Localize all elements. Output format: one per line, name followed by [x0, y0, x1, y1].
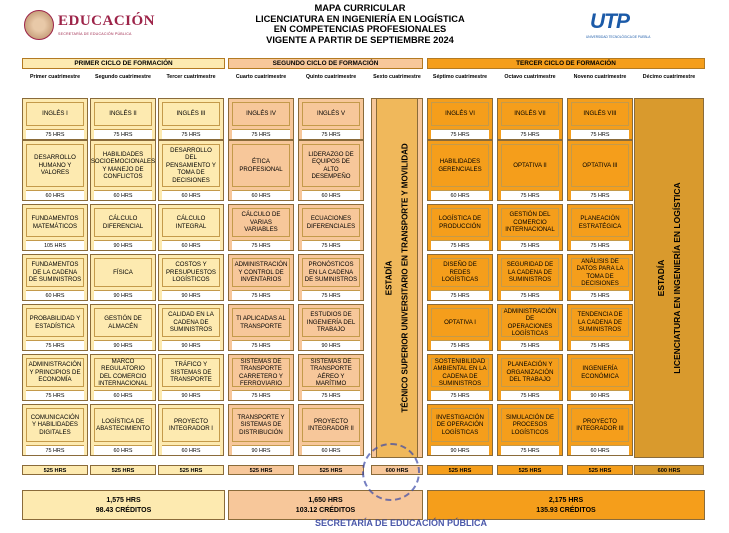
subject-name: TI APLICADAS AL TRANSPORTE [232, 308, 290, 337]
subject-name: INGLÉS III [162, 102, 220, 126]
subject-hours: 75 HRS [26, 390, 84, 400]
quarter-total-hours: 525 HRS [22, 465, 88, 475]
subject-hours: 60 HRS [232, 190, 290, 200]
subject-cell [427, 140, 493, 201]
subject-cell [497, 204, 563, 251]
subject-cell [298, 354, 364, 401]
subject-hours: 75 HRS [26, 340, 84, 350]
subject-cell [567, 98, 633, 140]
subject-cell [497, 254, 563, 301]
subject-name: OPTATIVA III [571, 144, 629, 187]
sep-logo [24, 10, 174, 40]
cycle-banner-third: TERCER CICLO DE FORMACIÓN [427, 58, 705, 69]
subject-hours: 90 HRS [94, 240, 152, 250]
subject-hours: 75 HRS [431, 290, 489, 300]
subject-name: TRANSPORTE Y SISTEMAS DE DISTRIBUCIÓN [232, 408, 290, 442]
estadia-sexto [371, 98, 423, 458]
subject-name: MARCO REGULATORIO DEL COMERCIO INTERNACIONAL [94, 358, 152, 387]
subject-hours: 75 HRS [571, 190, 629, 200]
subject-cell [158, 140, 224, 201]
subject-name: ADMINISTRACIÓN DE OPERACIONES LOGÍSTICAS [501, 308, 559, 337]
subject-cell [158, 98, 224, 140]
subject-name: CÁLCULO DIFERENCIAL [94, 208, 152, 237]
subject-name: INGLÉS VII [501, 102, 559, 126]
subject-cell [427, 254, 493, 301]
subject-name: INGLÉS II [94, 102, 152, 126]
cycle-summary-first [22, 490, 225, 520]
estadia-sexto-label: ESTADÍA [384, 260, 394, 296]
subject-hours: 60 HRS [94, 445, 152, 455]
subject-hours: 75 HRS [571, 290, 629, 300]
subject-hours: 90 HRS [571, 390, 629, 400]
subject-cell [90, 98, 156, 140]
subject-cell [22, 254, 88, 301]
subject-cell [427, 354, 493, 401]
subject-cell [228, 204, 294, 251]
subject-hours: 90 HRS [232, 445, 290, 455]
subject-cell [427, 204, 493, 251]
subject-name: TENDENCIA DE LA CADENA DE SUMINISTROS [571, 308, 629, 337]
subject-hours: 105 HRS [26, 240, 84, 250]
subject-name: ADMINISTRACIÓN Y CONTROL DE INVENTARIOS [232, 258, 290, 287]
subject-cell [497, 404, 563, 456]
subject-cell [90, 354, 156, 401]
subject-name: HABILIDADES SOCIOEMOCIONALES Y MANEJO DE CONFLICTOS [94, 144, 152, 187]
logo-subtext: SECRETARÍA DE EDUCACIÓN PÚBLICA [58, 32, 132, 36]
national-seal-icon [24, 10, 54, 40]
subject-name: OPTATIVA I [431, 308, 489, 337]
subject-name: INGLÉS I [26, 102, 84, 126]
subject-hours: 75 HRS [571, 240, 629, 250]
quarter-label: Décimo cuatrimestre [642, 74, 696, 80]
title-line: MAPA CURRICULAR [314, 3, 406, 13]
subject-cell [158, 304, 224, 351]
subject-hours: 75 HRS [26, 129, 84, 139]
subject-cell [567, 404, 633, 456]
cycle-hours: 2,175 HRS [548, 497, 584, 504]
subject-name: ECUACIONES DIFERENCIALES [302, 208, 360, 237]
subject-cell [427, 98, 493, 140]
subject-cell [228, 354, 294, 401]
subject-name: SISTEMAS DE TRANSPORTE AÉREO Y MARÍTIMO [302, 358, 360, 387]
subject-cell [567, 304, 633, 351]
subject-hours: 90 HRS [302, 340, 360, 350]
subject-hours: 90 HRS [431, 445, 489, 455]
subject-name: PROBABILIDAD Y ESTADÍSTICA [26, 308, 84, 337]
subject-hours: 75 HRS [26, 445, 84, 455]
subject-name: INGLÉS IV [232, 102, 290, 126]
cycle-hours: 1,575 HRS [106, 497, 141, 504]
subject-name: PROYECTO INTEGRADOR I [162, 408, 220, 442]
subject-hours: 60 HRS [26, 190, 84, 200]
subject-hours: 60 HRS [302, 445, 360, 455]
subject-hours: 75 HRS [302, 390, 360, 400]
subject-name: PROYECTO INTEGRADOR III [571, 408, 629, 442]
cycle-credits: 103.12 CRÉDITOS [295, 507, 356, 514]
subject-hours: 60 HRS [162, 445, 220, 455]
subject-cell [22, 354, 88, 401]
subject-hours: 75 HRS [501, 129, 559, 139]
subject-cell [22, 404, 88, 456]
document-title [225, 3, 495, 45]
subject-hours: 75 HRS [232, 240, 290, 250]
subject-name: ÉTICA PROFESIONAL [232, 144, 290, 187]
cycle-summary-third [427, 490, 705, 520]
quarter-total-hours: 525 HRS [298, 465, 364, 475]
subject-cell [228, 140, 294, 201]
quarter-label: Primer cuatrimestre [29, 74, 81, 80]
subject-name: INGLÉS V [302, 102, 360, 126]
stamp-text: SECRETARÍA DE EDUCACIÓN PÚBLICA [315, 518, 488, 528]
subject-hours: 75 HRS [501, 290, 559, 300]
title-line: VIGENTE A PARTIR DE SEPTIEMBRE 2024 [266, 34, 454, 45]
subject-name: INGLÉS VI [431, 102, 489, 126]
subject-hours: 75 HRS [431, 390, 489, 400]
subject-cell [427, 404, 493, 456]
subject-name: FUNDAMENTOS DE LA CADENA DE SUMINISTROS [26, 258, 84, 287]
subject-hours: 75 HRS [501, 445, 559, 455]
subject-hours: 75 HRS [232, 290, 290, 300]
subject-name: ESTUDIOS DE INGENIERÍA DEL TRABAJO [302, 308, 360, 337]
subject-cell [497, 140, 563, 201]
cycle-credits: 135.93 CRÉDITOS [536, 507, 596, 514]
subject-name: SISTEMAS DE TRANSPORTE CARRETERO Y FERROVIARIO [232, 358, 290, 387]
utp-logo-text: UTP [590, 10, 629, 33]
estadia-sexto-program: TÉCNICO SUPERIOR UNIVERSITARIO EN TRANSPORTE Y MOVILIDAD [400, 143, 410, 413]
subject-cell [22, 140, 88, 201]
subject-cell [298, 404, 364, 456]
subject-name: PROYECTO INTEGRADOR II [302, 408, 360, 442]
subject-hours: 75 HRS [302, 240, 360, 250]
quarter-label: Sexto cuatrimestre [373, 74, 421, 80]
cycle-banner-second: SEGUNDO CICLO DE FORMACIÓN [228, 58, 423, 69]
subject-name: DESARROLLO DEL PENSAMIENTO Y TOMA DE DECISIONES [162, 144, 220, 187]
subject-cell [158, 254, 224, 301]
quarter-label: Octavo cuatrimestre [504, 74, 556, 80]
subject-cell [497, 354, 563, 401]
quarter-total-hours: 600 HRS [371, 465, 423, 475]
estadia-decimo-program: LICENCIATURA EN INGENIERÍA EN LOGÍSTICA [672, 182, 682, 374]
subject-cell [90, 304, 156, 351]
cycle-credits: 98.43 CRÉDITOS [95, 507, 152, 514]
subject-hours: 75 HRS [302, 290, 360, 300]
subject-cell [567, 354, 633, 401]
subject-name: DISEÑO DE REDES LOGÍSTICAS [431, 258, 489, 287]
quarter-total-hours: 600 HRS [634, 465, 704, 475]
subject-hours: 60 HRS [26, 290, 84, 300]
subject-hours: 75 HRS [501, 390, 559, 400]
quarter-total-hours: 525 HRS [427, 465, 493, 475]
quarter-label: Séptimo cuatrimestre [432, 74, 488, 80]
subject-cell [90, 254, 156, 301]
subject-name: SEGURIDAD DE LA CADENA DE SUMINISTROS [501, 258, 559, 287]
subject-hours: 90 HRS [94, 290, 152, 300]
subject-cell [298, 98, 364, 140]
subject-hours: 75 HRS [431, 129, 489, 139]
subject-name: CÁLCULO DE VARIAS VARIABLES [232, 208, 290, 237]
quarter-total-hours: 525 HRS [567, 465, 633, 475]
subject-hours: 90 HRS [162, 390, 220, 400]
subject-name: INVESTIGACIÓN DE OPERACIÓN LOGÍSTICAS [431, 408, 489, 442]
quarter-label: Noveno cuatrimestre [573, 74, 627, 80]
subject-cell [158, 404, 224, 456]
subject-name: GESTIÓN DEL COMERCIO INTERNACIONAL [501, 208, 559, 237]
subject-hours: 75 HRS [431, 340, 489, 350]
quarter-total-hours: 525 HRS [158, 465, 224, 475]
subject-hours: 60 HRS [162, 190, 220, 200]
utp-logo [586, 10, 650, 46]
subject-cell [427, 304, 493, 351]
subject-cell [298, 304, 364, 351]
subject-cell [567, 204, 633, 251]
subject-hours: 60 HRS [94, 190, 152, 200]
official-stamp-icon [362, 443, 420, 501]
subject-cell [228, 404, 294, 456]
subject-hours: 90 HRS [94, 340, 152, 350]
subject-hours: 75 HRS [232, 340, 290, 350]
subject-cell [567, 140, 633, 201]
subject-cell [497, 98, 563, 140]
subject-cell [22, 304, 88, 351]
subject-hours: 75 HRS [571, 340, 629, 350]
subject-cell [90, 204, 156, 251]
subject-name: COMUNICACIÓN Y HABILIDADES DIGITALES [26, 408, 84, 442]
subject-name: DESARROLLO HUMANO Y VALORES [26, 144, 84, 187]
subject-cell [158, 354, 224, 401]
subject-hours: 75 HRS [571, 129, 629, 139]
quarter-total-hours: 525 HRS [497, 465, 563, 475]
subject-name: LOGÍSTICA DE ABASTECIMIENTO [94, 408, 152, 442]
subject-name: INGLÉS VIII [571, 102, 629, 126]
quarter-total-hours: 525 HRS [90, 465, 156, 475]
subject-hours: 60 HRS [571, 445, 629, 455]
subject-cell [298, 204, 364, 251]
logo-text: EDUCACIÓN [58, 13, 156, 29]
subject-name: TRÁFICO Y SISTEMAS DE TRANSPORTE [162, 358, 220, 387]
subject-cell [228, 98, 294, 140]
subject-cell [567, 254, 633, 301]
subject-hours: 60 HRS [431, 190, 489, 200]
subject-name: CÁLCULO INTEGRAL [162, 208, 220, 237]
subject-hours: 75 HRS [302, 129, 360, 139]
title-line: EN COMPETENCIAS PROFESIONALES [273, 24, 447, 35]
subject-name: INGENIERÍA ECONÓMICA [571, 358, 629, 387]
subject-cell [158, 204, 224, 251]
subject-cell [228, 304, 294, 351]
subject-hours: 75 HRS [501, 240, 559, 250]
subject-cell [90, 140, 156, 201]
quarter-label: Cuarto cuatrimestre [235, 74, 287, 80]
cycle-hours: 1,650 HRS [308, 497, 343, 504]
estadia-decimo [634, 98, 704, 458]
subject-hours: 75 HRS [94, 129, 152, 139]
subject-name: LIDERAZGO DE EQUIPOS DE ALTO DESEMPEÑO [302, 144, 360, 187]
subject-cell [22, 98, 88, 140]
quarter-total-hours: 525 HRS [228, 465, 294, 475]
quarter-label: Tercer cuatrimestre [166, 74, 216, 80]
subject-hours: 60 HRS [302, 190, 360, 200]
subject-name: PRONÓSTICOS EN LA CADENA DE SUMINISTROS [302, 258, 360, 287]
subject-cell [298, 254, 364, 301]
subject-hours: 60 HRS [94, 390, 152, 400]
subject-hours: 75 HRS [232, 129, 290, 139]
subject-name: OPTATIVA II [501, 144, 559, 187]
subject-name: COSTOS Y PRESUPUESTOS LOGÍSTICOS [162, 258, 220, 287]
subject-cell [228, 254, 294, 301]
subject-hours: 75 HRS [431, 240, 489, 250]
quarter-label: Quinto cuatrimestre [305, 74, 357, 80]
subject-name: HABILIDADES GERENCIALES [431, 144, 489, 187]
subject-name: FÍSICA [94, 258, 152, 287]
subject-name: PLANEACIÓN Y ORGANIZACIÓN DEL TRABAJO [501, 358, 559, 387]
subject-cell [22, 204, 88, 251]
subject-hours: 75 HRS [501, 190, 559, 200]
subject-cell [90, 404, 156, 456]
subject-name: SOSTENIBILIDAD AMBIENTAL EN LA CADENA DE SUMINISTROS [431, 358, 489, 387]
subject-name: PLANEACIÓN ESTRATÉGICA [571, 208, 629, 237]
subject-name: ANÁLISIS DE DATOS PARA LA TOMA DE DECISIONES [571, 258, 629, 287]
title-line: LICENCIATURA EN INGENIERÍA EN LOGÍSTICA [255, 13, 465, 24]
subject-name: ADMINISTRACIÓN Y PRINCIPIOS DE ECONOMÍA [26, 358, 84, 387]
subject-hours: 60 HRS [162, 240, 220, 250]
subject-cell [497, 304, 563, 351]
subject-name: LOGÍSTICA DE PRODUCCIÓN [431, 208, 489, 237]
quarter-label: Segundo cuatrimestre [95, 74, 151, 80]
subject-name: SIMULACIÓN DE PROCESOS LOGÍSTICOS [501, 408, 559, 442]
utp-logo-subtext: UNIVERSIDAD TECNOLÓGICA DE PUEBLA [586, 35, 651, 39]
subject-name: CALIDAD EN LA CADENA DE SUMINISTROS [162, 308, 220, 337]
subject-hours: 75 HRS [162, 129, 220, 139]
subject-hours: 75 HRS [232, 390, 290, 400]
subject-hours: 90 HRS [162, 340, 220, 350]
subject-hours: 75 HRS [501, 340, 559, 350]
subject-hours: 90 HRS [162, 290, 220, 300]
estadia-decimo-label: ESTADÍA [656, 259, 666, 297]
subject-cell [298, 140, 364, 201]
subject-name: GESTIÓN DE ALMACÉN [94, 308, 152, 337]
cycle-banner-first: PRIMER CICLO DE FORMACIÓN [22, 58, 225, 69]
subject-name: FUNDAMENTOS MATEMÁTICOS [26, 208, 84, 237]
